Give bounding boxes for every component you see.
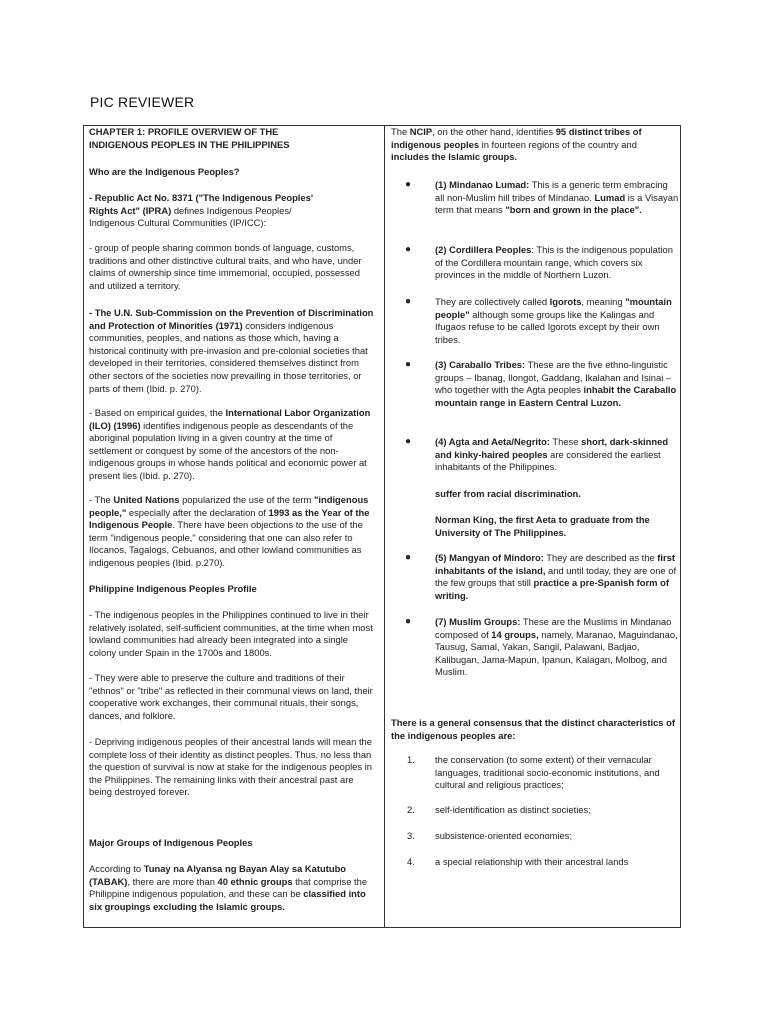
ra-bold: - Republic Act No. 8371 ("The Indigenous Peoples' Rights Act" (IPRA) (89, 192, 314, 216)
numbered-item (391, 804, 679, 817)
ra-rest: defines Indigenous Peoples/ Indigenous Cultural Communities (IP/ICC): (89, 204, 292, 229)
b3-mid: , meaning (581, 296, 626, 307)
ncip-pre: The (391, 126, 410, 137)
ncip-bold2: 95 distinct tribes of indigenous peoples (391, 126, 642, 150)
bullet-text (435, 179, 679, 217)
list-item-igorots (391, 296, 679, 346)
b6-bold2: first inhabitants of the island, (435, 552, 675, 576)
list-item-muslim-groups (391, 616, 679, 679)
b7-bold: (7) Muslim Groups: (435, 616, 521, 627)
major-groups-heading: Major Groups of Indigenous Peoples (89, 837, 253, 848)
b6-bold3: practice a pre-Spanish form of writing. (435, 577, 669, 601)
tabak-mid2: that comprise the Philippine indigenous population, and these can be (89, 875, 368, 900)
preserve-paragraph: - They were able to preserve the culture and traditions of their "ethnos" or "tribe" as reflected in their communal views on land, their cooperative work exchanges, their communal rituals, their songs, dances, and folklore. (89, 672, 373, 721)
list-item-caraballo (391, 359, 679, 409)
b1-bold2: Lumad (594, 191, 626, 203)
b2-bold: (2) Cordillera Peoples (435, 244, 532, 255)
b3-bold1: Igorots (549, 296, 582, 307)
item-text: a special relationship with their ancestral lands (435, 856, 629, 867)
bullet-text (435, 296, 679, 346)
list-item-cordillera (391, 244, 679, 282)
racial-note: suffer from racial discrimination. (435, 488, 581, 499)
b3-pre: They are collectively called (435, 296, 550, 307)
ilo-pre: - Based on empirical guides, the (89, 407, 226, 418)
b7-mid: These are the Muslims in Mindanao composed of (435, 616, 672, 640)
unp-bold3: 1993 as the Year of the Indigenous People (89, 506, 370, 531)
item-text: subsistence-oriented economies; (435, 830, 573, 841)
document-title: PIC REVIEWER (90, 94, 195, 110)
profile-heading: Philippine Indigenous Peoples Profile (89, 583, 257, 594)
b7-rest: namely, Maranao, Maguindanao, Tausug, Samal, Yakan, Sangil, Palawani, Badjao, Kalibugan, Jama-Mapun, Ipanun, Kalagan, Molbog, and Muslim. (435, 628, 678, 678)
ra-paragraph (89, 192, 339, 230)
b6-mid: They are described as the (543, 552, 658, 563)
b6-mid2: and until today, they are one of the few groups that still (435, 564, 677, 589)
b4-mid: These are the five ethno-linguistic groups – Ibanag, Ilongot, Gaddang, Ikalahan and Isinai – who together with the Agta peoples (435, 359, 672, 396)
b3-rest: although some groups like the Kalingas and Ifugaos refuse to be called Igorots except by their own tribes. (435, 308, 660, 345)
ncip-mid: , on the other hand, identifies (432, 126, 556, 137)
who-heading: Who are the Indigenous Peoples? (89, 166, 240, 177)
numbered-item (391, 856, 679, 869)
tabak-bold1: Tunay na Alyansa ng Bayan Alay sa Katutubo (TABAK) (89, 863, 347, 887)
b5-bold2: short, dark-skinned and kinky-haired peoples (435, 436, 669, 460)
b1-mid2: is a Visayan term that means (435, 191, 679, 216)
chapter-heading: CHAPTER 1: PROFILE OVERVIEW OF THE INDIGENOUS PEOPLES IN THE PHILIPPINES (89, 126, 290, 150)
unp-rest: . There have been objections to the use of the term "indigenous people," considering that one can also refer to Ilocanos, Tagalogs, Cebuanos, and other lowland communities as indigenous peoples (Ibid. p.270). (89, 519, 363, 568)
tabak-bold3: classified into six groupings excluding the Islamic groups. (89, 888, 366, 912)
item-number: 2. (407, 804, 415, 815)
consensus-heading: There is a general consensus that the distinct characteristics of the indigenous peoples are: (391, 717, 675, 741)
bullet-icon: ● (405, 359, 412, 370)
tabak-mid: , there are more than (127, 875, 218, 887)
ilo-rest: identifies indigenous people as descendants of the aboriginal population living in a given country at the time of settlement or conquest by some of the ancestors of the non-indigenous groups in whose hands political and economic power at present lies (Ibid. p. 270). (89, 419, 367, 481)
bullet-text (435, 244, 679, 282)
numbered-item (391, 754, 679, 792)
b1-bold: (1) Mindanao Lumad: (435, 179, 530, 190)
unp-bold2: "indigenous people," (89, 494, 369, 518)
b4-bold2: inhabit the Caraballo mountain range in Eastern Central Luzon. (435, 384, 677, 408)
ncip-mid2: in fourteen regions of the country and (479, 138, 637, 150)
unp-mid1: popularized the use of the term (179, 494, 314, 505)
b3-bold2: "mountain people" (435, 296, 672, 320)
tabak-paragraph (89, 863, 373, 913)
ncip-paragraph (391, 126, 663, 164)
un-paragraph (89, 307, 377, 395)
b4-bold: (3) Caraballo Tribes: (435, 359, 526, 370)
item-number: 4. (407, 856, 415, 867)
numbered-item (391, 830, 679, 843)
ncip-bold1: NCIP (409, 126, 433, 137)
bullet-text (435, 359, 679, 409)
norman-note: Norman King, the first Aeta to graduate from the University of The Philippines. (435, 514, 650, 538)
un-rest: considers indigenous communities, peoples, and nations as those which, having a historical continuity with pre-invasion and pre-colonial societies that developed in their territories, considered themselves distinct from other sectors of the societies now prevailing in those territories, or parts of them (Ibid. p. 270). (89, 319, 368, 394)
item-number: 3. (407, 830, 415, 841)
un-bold: - The U.N. Sub-Commission on the Prevention of Discrimination and Protection of Minorities (1971) (89, 307, 374, 331)
bullet-icon: ● (405, 179, 412, 190)
bullet-icon: ● (405, 296, 412, 307)
content-table (83, 125, 681, 928)
b7-bold2: 14 groups, (491, 628, 539, 640)
column-divider (384, 126, 385, 927)
list-item-agta-aeta (391, 436, 679, 474)
bullet-text (435, 552, 679, 602)
ilo-bold: International Labor Organization (ILO) (1996) (89, 407, 371, 431)
list-item-mangyan (391, 552, 679, 602)
b2-rest: : This is the indigenous population of the Cordillera mountain range, which covers six provinces in the middle of Northern Luzon. (435, 244, 673, 281)
item-text: the conservation (to some extent) of their vernacular languages, traditional socio-economic institutions, and cultural and religious practices; (435, 754, 660, 791)
b5-rest: are considered the earliest inhabitants of the Philippines. (435, 448, 661, 473)
unp-pre: - The (89, 494, 114, 505)
b6-bold: (5) Mangyan of Mindoro: (435, 552, 544, 563)
b5-mid: These (549, 436, 582, 447)
b5-bold: (4) Agta and Aeta/Negrito: (435, 436, 550, 447)
b1-mid: This is a generic term embracing all non-Muslim hill tribes of Mindanao. (435, 179, 668, 203)
tabak-pre: According to (89, 863, 144, 874)
tabak-bold2: 40 ethnic groups (217, 875, 293, 887)
isolated-paragraph: - The indigenous peoples in the Philippines continued to live in their relatively isolated, self-sufficient communities, at the time when most lowland communities had already been integrated into a single colony under Spain in the 1700s and 1800s. (89, 609, 373, 658)
un-popularized-paragraph (89, 494, 377, 570)
group-paragraph: - group of people sharing common bonds of language, customs, traditions and other distinctive cultural traits, and who have, under claims of ownership since time immemorial, occupied, possessed and utilized a territory. (89, 242, 362, 291)
bullet-text (435, 616, 679, 679)
bullet-icon: ● (405, 244, 412, 255)
bullet-text (435, 436, 679, 474)
bullet-icon: ● (405, 552, 412, 563)
item-text: self-identification as distinct societies; (435, 804, 591, 815)
bullet-icon: ● (405, 616, 412, 627)
b1-bold3: "born and grown in the place". (505, 204, 642, 216)
unp-bold1: United Nations (113, 494, 180, 505)
ncip-bold3: includes the Islamic groups. (391, 151, 518, 163)
list-item-mindanao-lumad (391, 179, 679, 217)
depriving-paragraph: - Depriving indigenous peoples of their ancestral lands will mean the complete loss of their identity as distinct peoples. Thus, no less than the question of survival is now at stake for the indigenous peoples in the Philippines. The remaining links with their ancestral past are being destroyed forever. (89, 736, 372, 798)
bullet-icon: ● (405, 436, 412, 447)
unp-mid2: especially after the declaration of (126, 506, 269, 518)
item-number: 1. (407, 754, 415, 765)
ilo-paragraph (89, 407, 377, 483)
